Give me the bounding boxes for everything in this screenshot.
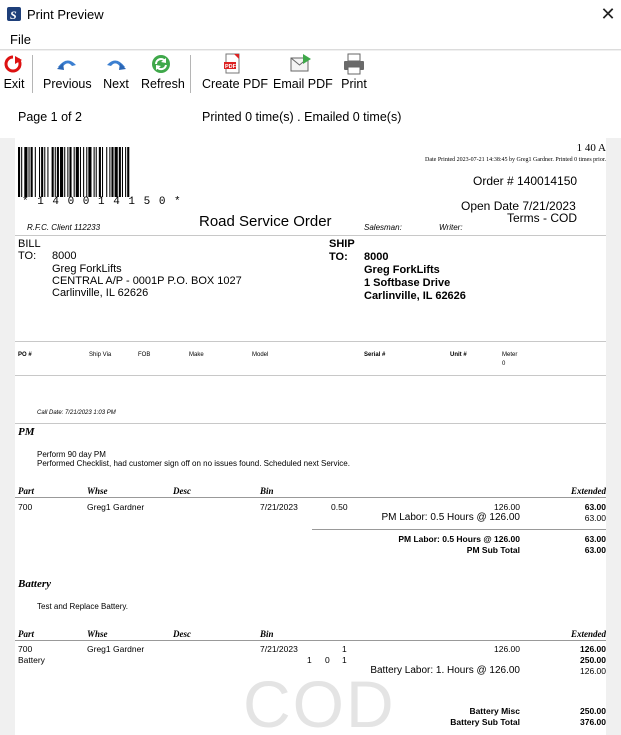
app-logo-icon — [6, 6, 22, 22]
barcode-bar — [69, 147, 71, 197]
unit-header: Unit # — [450, 352, 467, 358]
previous-arrow-icon — [55, 53, 79, 75]
bill-account: 8000 — [52, 250, 77, 262]
barcode-bar — [106, 147, 107, 197]
bin-col-header: Bin — [260, 629, 274, 639]
open-date: Open Date 7/21/2023 — [461, 199, 576, 213]
barcode-text: * 1 4 0 0 1 4 1 5 0 * — [22, 196, 182, 208]
barcode-bar — [119, 147, 121, 197]
part-col-header: Part — [18, 486, 35, 496]
bill-name: Greg ForkLifts — [52, 263, 122, 275]
exit-icon — [2, 53, 26, 75]
pm-note-1: Perform 90 day PM — [37, 450, 106, 459]
barcode-bar — [67, 147, 68, 197]
battery-row2-b: 0 — [325, 655, 330, 665]
ship-to-label-2: TO: — [329, 251, 348, 263]
refresh-button[interactable] — [141, 53, 185, 93]
battery-row1-part: 700 — [18, 644, 33, 654]
next-label: Next — [103, 77, 129, 91]
barcode-bar — [47, 147, 48, 197]
ship-address-2: Carlinville, IL 62626 — [364, 290, 466, 302]
bill-to-label: BILL — [18, 238, 41, 250]
menu-file[interactable]: File — [10, 32, 31, 47]
battery-note-1: Test and Replace Battery. — [37, 602, 129, 611]
fob-header: FOB — [138, 352, 151, 358]
cod-watermark: COD — [243, 667, 396, 735]
pm-row-qty: 0.50 — [331, 502, 348, 512]
print-label: Print — [341, 77, 367, 91]
menu-bar — [0, 30, 621, 50]
title-bar — [0, 0, 621, 30]
ship-name: Greg ForkLifts — [364, 264, 440, 276]
make-header: Make — [189, 352, 204, 358]
barcode-bar — [18, 147, 20, 197]
divider — [15, 423, 606, 424]
rfc-client: R.F.C. Client 112233 — [27, 223, 101, 232]
pm-note-2: Performed Checklist, had customer sign off on no issues found. Scheduled next Service. — [37, 459, 350, 468]
barcode-bar — [96, 147, 97, 197]
refresh-icon — [149, 53, 173, 75]
barcode-bar — [60, 147, 63, 197]
battery-row1-whse: Greg1 Gardner — [87, 644, 145, 654]
desc-col-header: Desc — [173, 486, 191, 496]
battery-row1-bin: 7/21/2023 — [260, 644, 298, 654]
previous-button[interactable] — [43, 53, 91, 93]
preview-info-bar — [0, 96, 621, 138]
extended-col-header: Extended — [571, 629, 606, 639]
barcode-bar — [55, 147, 56, 197]
battery-section-title: Battery — [18, 578, 51, 590]
battery-row2-c: 1 — [342, 655, 347, 665]
barcode-bar — [86, 147, 87, 197]
next-arrow-icon — [104, 53, 128, 75]
bill-address-1: CENTRAL A/P - 0001P P.O. BOX 1027 — [52, 275, 242, 287]
close-window-button[interactable]: ✕ — [600, 4, 616, 24]
battery-row2-a: 1 — [307, 655, 312, 665]
barcode-bar — [39, 147, 40, 197]
writer-label: Writer: — [439, 223, 463, 232]
divider — [15, 497, 606, 498]
terms: Terms - COD — [507, 211, 577, 225]
po-header: PO # — [18, 352, 32, 358]
barcode-bar — [102, 147, 103, 197]
barcode-bar — [76, 147, 79, 197]
exit-button[interactable] — [2, 53, 26, 93]
print-count-status: Printed 0 time(s) . Emailed 0 time(s) — [202, 110, 402, 124]
pm-labor-line: PM Labor: 0.5 Hours @ 126.00 — [381, 512, 520, 523]
ship-address-1: 1 Softbase Drive — [364, 277, 451, 289]
email-pdf-label: Email PDF — [273, 77, 333, 91]
barcode-bar — [125, 147, 126, 197]
battery-subtotal-label: Battery Sub Total — [450, 717, 520, 727]
meter-header: Meter — [502, 352, 518, 358]
document-page — [15, 138, 606, 735]
order-barcode — [18, 147, 201, 197]
battery-row2-extended: 250.00 — [580, 655, 606, 665]
page-indicator: Page 1 of 2 — [18, 110, 82, 124]
bin-col-header: Bin — [260, 486, 274, 496]
call-date: Call Date: 7/21/2023 1:03 PM — [37, 410, 116, 416]
bill-to-label-2: TO: — [18, 250, 37, 262]
serial-header: Serial # — [364, 352, 386, 358]
ship-account: 8000 — [364, 251, 389, 263]
model-header: Model — [252, 352, 269, 358]
svg-text:PDF: PDF — [225, 64, 236, 70]
desc-col-header: Desc — [173, 629, 191, 639]
pm-row-bin: 7/21/2023 — [260, 502, 298, 512]
battery-subtotal-amount: 376.00 — [580, 717, 606, 727]
pm-subtotal-amount: 63.00 — [584, 545, 606, 555]
divider — [15, 341, 606, 342]
ship-to-label: SHIP — [329, 238, 355, 250]
barcode-bar — [80, 147, 81, 197]
toolbar-separator — [190, 55, 191, 93]
pm-subtotal-label: PM Sub Total — [466, 545, 520, 555]
pm-labor-total-amount: 63.00 — [584, 534, 606, 544]
barcode-bar — [99, 147, 101, 197]
barcode-bar — [88, 147, 91, 197]
create-pdf-button[interactable] — [202, 53, 268, 93]
email-icon — [289, 53, 313, 75]
pm-row-whse: Greg1 Gardner — [87, 502, 145, 512]
barcode-bar — [127, 147, 129, 197]
next-button[interactable] — [103, 53, 129, 93]
pm-row-part: 700 — [18, 502, 33, 512]
part-col-header: Part — [18, 629, 35, 639]
battery-labor-line-amount: 126.00 — [580, 666, 606, 676]
barcode-bar — [29, 147, 30, 197]
battery-misc-amount: 250.00 — [580, 706, 606, 716]
create-pdf-label: Create PDF — [202, 77, 268, 91]
divider — [312, 529, 606, 530]
document-title: Road Service Order — [199, 213, 332, 230]
pm-labor-total-label: PM Labor: 0.5 Hours @ 126.00 — [398, 534, 520, 544]
print-button[interactable] — [340, 53, 368, 93]
pm-labor-line-amount: 63.00 — [584, 513, 606, 523]
barcode-bar — [83, 147, 84, 197]
barcode-bar — [74, 147, 75, 197]
barcode-bar — [52, 147, 54, 197]
battery-labor-line: Battery Labor: 1. Hours @ 126.00 — [370, 665, 520, 676]
barcode-bar — [64, 147, 65, 197]
bill-address-2: Carlinville, IL 62626 — [52, 287, 149, 299]
pm-section-title: PM — [18, 426, 35, 438]
barcode-bar — [57, 147, 59, 197]
printer-icon — [342, 53, 366, 75]
barcode-bar — [122, 147, 123, 197]
refresh-label: Refresh — [141, 77, 185, 91]
divider — [15, 375, 606, 376]
previous-label: Previous — [43, 77, 92, 91]
toolbar-separator — [32, 55, 33, 93]
salesman-label: Salesman: — [364, 223, 402, 232]
corner-code: 1 40 A — [576, 142, 606, 154]
email-pdf-button[interactable] — [273, 53, 333, 93]
exit-label: Exit — [3, 77, 25, 91]
order-number: Order # 140014150 — [473, 174, 578, 188]
svg-text:S: S — [10, 8, 17, 22]
barcode-bar — [44, 147, 45, 197]
barcode-bar — [41, 147, 43, 197]
date-printed: Date Printed 2023-07-21 14:38:45 by Greg1 Gardner. Printed 0 times prior. — [425, 157, 606, 163]
pm-row-extended: 63.00 — [584, 502, 606, 512]
battery-row1-price: 126.00 — [494, 644, 520, 654]
battery-row1-extended: 126.00 — [580, 644, 606, 654]
barcode-bar — [31, 147, 33, 197]
whse-col-header: Whse — [87, 486, 108, 496]
battery-misc-label: Battery Misc — [469, 706, 520, 716]
toolbar — [0, 51, 621, 96]
pm-row-price: 126.00 — [494, 502, 520, 512]
barcode-bar — [21, 147, 22, 197]
divider — [15, 235, 606, 236]
divider — [15, 640, 606, 641]
extended-col-header: Extended — [571, 486, 606, 496]
barcode-bar — [109, 147, 110, 197]
barcode-bar — [111, 147, 113, 197]
barcode-bar — [24, 147, 27, 197]
barcode-bar — [35, 147, 36, 197]
whse-col-header: Whse — [87, 629, 108, 639]
battery-row2-part: Battery — [18, 655, 45, 665]
window-title: Print Preview — [27, 7, 104, 22]
pdf-document-icon — [220, 53, 244, 75]
barcode-bar — [94, 147, 95, 197]
barcode-bar — [115, 147, 118, 197]
battery-row1-qty: 1 — [342, 644, 347, 654]
ship-via-header: Ship Via — [89, 352, 112, 358]
meter-value: 0 — [502, 361, 506, 367]
